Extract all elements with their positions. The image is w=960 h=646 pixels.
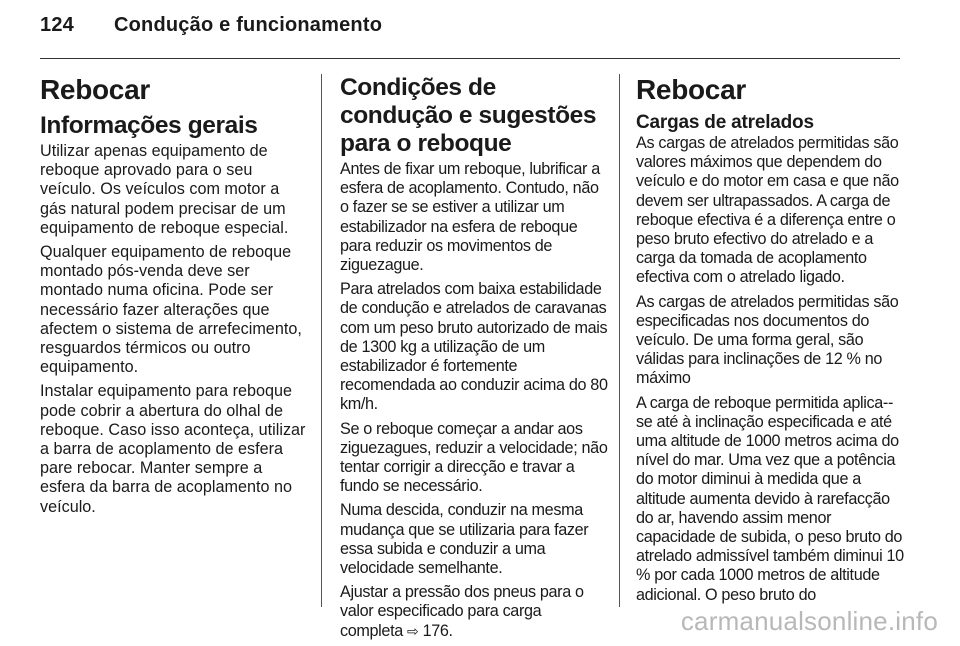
chapter-title: Condução e funcionamento bbox=[113, 14, 383, 36]
page-header bbox=[40, 14, 382, 37]
paragraph: Numa descida, conduzir na mesma mudança que se utilizaria para fazer essa subida e conduzir a uma velocidade semelhante. bbox=[340, 501, 589, 578]
paragraph: Se o reboque começar a andar aos ziguezagues, reduzir a velocidade; não tentar corrigir a direcção e travar a fundo se necessário. bbox=[340, 419, 608, 496]
page-reference[interactable]: 176. bbox=[422, 621, 453, 640]
watermark: carmanualsonline.info bbox=[680, 606, 938, 636]
paragraph: Para atrelados com baixa estabilidade de condução e atrelados de caravanas com um peso bruto autorizado de mais de 1300 kg a utilização de um estabilizador é fortemente recomendada ao conduzir acima do 80 km/h. bbox=[340, 280, 608, 414]
paragraph: Qualquer equipamento de reboque montado pós-venda deve ser montado numa oficina. Pode ser necessário fazer alterações que afectem o sistema de arrefecimento, resguardos térmicos ou outro equipamento. bbox=[40, 243, 302, 377]
column-left bbox=[40, 70, 308, 522]
column-divider bbox=[619, 74, 620, 607]
section-title: Condições de condução e sugestões para o reboque bbox=[340, 74, 597, 157]
paragraph-text: Ajustar a pressão dos pneus para o valor especificado para carga completa bbox=[340, 583, 584, 640]
paragraph: Utilizar apenas equipamento de reboque aprovado para o seu veículo. Os veículos com motor a gás natural podem precisar de um equipamento de reboque especial. bbox=[40, 142, 289, 237]
section-subtitle: Cargas de atrelados bbox=[636, 112, 814, 133]
column-divider bbox=[321, 74, 322, 607]
paragraph: Antes de fixar um reboque, lubrificar a esfera de acoplamento. Contudo, não o fazer se se estiver a utilizar um estabilizador na esfera de reboque para reduzir os movimentos de ziguezague. bbox=[340, 160, 600, 275]
section-title: Rebocar bbox=[40, 74, 150, 105]
page-number: 124 bbox=[40, 14, 74, 36]
page-reference-arrow-icon[interactable]: ⇨ bbox=[407, 622, 419, 639]
paragraph bbox=[340, 583, 608, 641]
section-title: Rebocar bbox=[636, 74, 746, 105]
header-rule bbox=[40, 58, 900, 59]
paragraph: As cargas de atrelados permitidas são valores máximos que dependem do veículo e do motor em casa e que não devem ser ultrapassados. A carga de reboque efectiva é a diferença entre o peso bruto efectivo do atrelado e a carga da tomada de acoplamento efectiva com o atrelado ligado. bbox=[636, 134, 899, 287]
column-middle bbox=[340, 70, 608, 646]
paragraph: As cargas de atrelados permitidas são especificadas nos documentos do veículo. De uma forma geral, são válidas para inclinações de 12 % no máximo bbox=[636, 292, 899, 388]
column-right bbox=[636, 70, 904, 610]
paragraph: A carga de reboque permitida aplica--se até à inclinação especificada e até uma altitude de 1000 metros acima do nível do mar. Uma vez que a potência do motor diminui à medida que a altitude aumenta devido à rarefacção do ar, havendo assim menor capacidade de subida, o peso bruto do atrelado admissível também diminui 10 % por cada 1000 metros de altitude adicional. O peso bruto do bbox=[636, 393, 904, 604]
paragraph: Instalar equipamento para reboque pode cobrir a abertura do olhal de reboque. Caso isso aconteça, utilizar a barra de acoplamento de esfera pare rebocar. Manter sempre a esfera da barra de acoplamento no veículo. bbox=[40, 382, 306, 516]
section-subtitle: Informações gerais bbox=[40, 112, 258, 139]
